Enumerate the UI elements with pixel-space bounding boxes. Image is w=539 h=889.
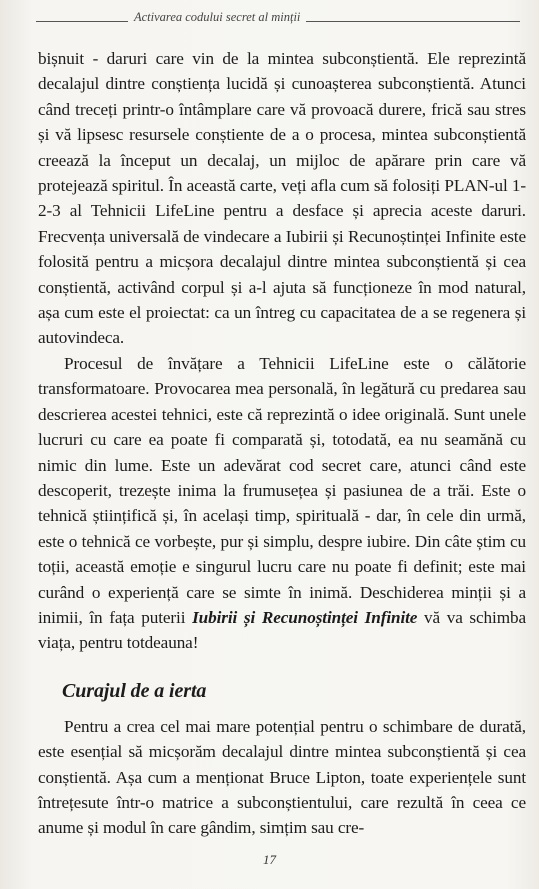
running-title: Activarea codului secret al minții (134, 10, 301, 24)
running-header (36, 10, 520, 25)
header-rule-left (36, 21, 128, 22)
page-number: 17 (263, 852, 276, 867)
paragraph-2-emphasis: Iubirii și Recunoștinței Infinite (192, 607, 418, 627)
header-rule-right (306, 21, 520, 22)
body-text (38, 46, 526, 841)
paragraph-3: Pentru a crea cel mai mare potențial pentru o schimbare de durată, este esențial să micșorăm decalajul dintre mintea subconștientă și cea conștientă. Așa cum a menționat Bruce Lipton, toate experiențele sunt întrețesute într-o matrice a subconștientului, care rezultă în ceea ce anume și modul în care gândim, simțim sau cre- (38, 716, 526, 838)
paragraph-1: bișnuit - daruri care vin de la mintea subconștientă. Ele reprezintă decalajul dintre conștiența lucidă și cunoașterea subconștientă. Atunci când treceți printr-o întâmplare care vă provoacă durere, frică sau stres și vă lipsesc resursele conștiente de a o procesa, mintea subconștientă creează la început un decalaj, un mijloc de apărare prin care vă protejează spiritul. În această carte, veți afla cum să folosiți PLAN-ul 1-2-3 al Tehnicii LifeLine pentru a desface și aprecia aceste daruri. Frecvența universală de vindecare a Iubirii și Recunoștinței Infinite este folosită pentru a micșora decalajul dintre mintea subconștientă și cea conștientă, activând corpul și a-l ajuta să funcționeze în mod natural, așa cum este el proiectat: ca un întreg cu capacitatea de a se regenera și autovindeca. (38, 49, 526, 348)
paragraph-2-end: vă va schimba viața, pentru totdeauna! (38, 607, 527, 653)
paragraph-2 (38, 351, 526, 656)
paragraph-2-text: Procesul de învățare a Tehnicii LifeLine este o călătorie transformatoare. Provocarea mea personală, în legătură cu predarea sau descrierea acestei tehnici, este că reprezintă o idee originală. Sunt unele lucruri cu care ea poate fi comparată și, totodată, ea nu seamănă cu nimic din lume. Este un adevărat cod secret care, atunci când este descoperit, trezește inima la frumusețea și pasiunea de a trăi. Este o tehnică științifică și, în același timp, spirituală - dar, în cele din urmă, este o tehnică ce vorbește, pur și simplu, despre iubire. Din câte știm cu toții, această emoție e singurul lucru care nu poate fi definit; este mai curând o experiență care se simte în inimă. Deschiderea minții și a inimii, în fața puterii (38, 353, 526, 627)
section-title: Curajul de a ierta (62, 679, 207, 702)
